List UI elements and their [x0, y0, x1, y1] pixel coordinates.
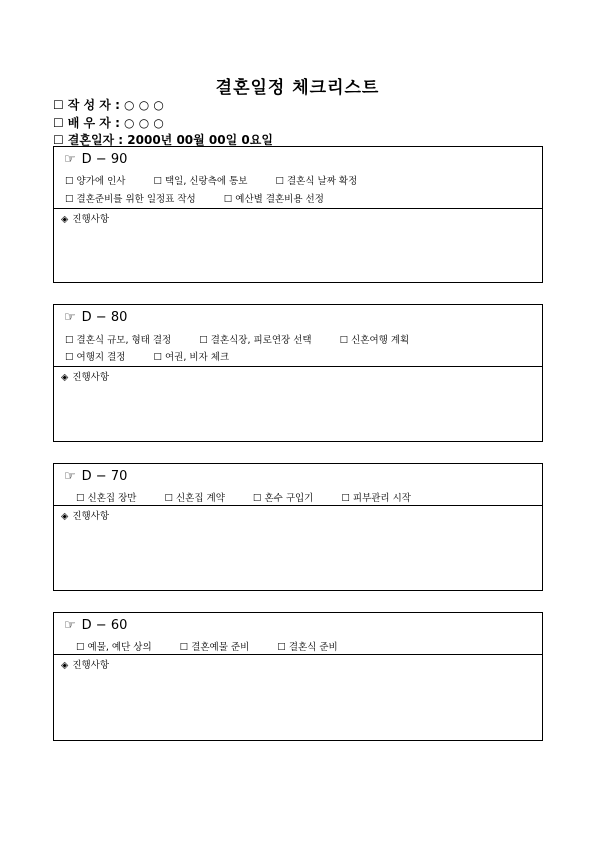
checklist-item[interactable]: ☐ 택일, 신랑측에 통보	[153, 176, 248, 187]
author-text: 작 성 자 : ○ ○ ○	[67, 98, 164, 112]
progress-notes[interactable]	[54, 655, 542, 740]
checklist-item[interactable]: ☐ 신혼집 계약	[164, 493, 225, 504]
checklist-row	[65, 173, 385, 187]
checklist-item[interactable]: ☐ 결혼식장, 피로연장 선택	[199, 335, 312, 346]
section-checklist	[54, 305, 542, 367]
checkbox-icon: ☐	[53, 116, 64, 130]
checklist-item[interactable]: ☐ 예물, 예단 상의	[76, 642, 152, 653]
progress-notes[interactable]	[54, 209, 542, 282]
progress-label: ◈ 진행사항	[61, 511, 110, 522]
checklist-row	[65, 191, 352, 205]
diamond-icon: ◈	[61, 372, 69, 383]
section-checklist	[54, 464, 542, 506]
pointing-hand-icon: ☞	[64, 310, 76, 325]
pointing-hand-icon: ☞	[64, 152, 76, 167]
section-heading: ☞ D − 70	[64, 469, 128, 484]
checkbox-icon: ☐	[53, 133, 64, 147]
checklist-item[interactable]: ☐ 결혼식 준비	[277, 642, 338, 653]
checklist-item[interactable]: ☐ 신혼집 장만	[76, 493, 137, 504]
checklist-row	[76, 490, 439, 504]
section-d60	[53, 612, 543, 741]
checklist-item[interactable]: ☐ 신혼여행 계획	[339, 335, 410, 346]
section-heading: ☞ D − 60	[64, 618, 128, 633]
checklist-item[interactable]: ☐ 예산별 결혼비용 선정	[223, 194, 324, 205]
progress-label: ◈ 진행사항	[61, 214, 110, 225]
checklist-item[interactable]: ☐ 결혼식 날짜 확정	[275, 176, 358, 187]
checklist-row	[76, 639, 366, 653]
checklist-item[interactable]: ☐ 결혼식 규모, 형태 결정	[65, 335, 172, 346]
checklist-item[interactable]: ☐ 여행지 결정	[65, 352, 126, 363]
diamond-icon: ◈	[61, 214, 69, 225]
section-heading: ☞ D − 90	[64, 152, 128, 167]
checklist-item[interactable]: ☐ 피부관리 시작	[341, 493, 411, 504]
progress-label: ◈ 진행사항	[61, 660, 110, 671]
progress-notes[interactable]	[54, 506, 542, 590]
checklist-item[interactable]: ☐ 결혼준비를 위한 일정표 작성	[65, 194, 196, 205]
diamond-icon: ◈	[61, 660, 69, 671]
checklist-row	[65, 332, 437, 346]
section-d80	[53, 304, 543, 442]
spouse-line	[53, 114, 164, 131]
wedding-date-text: 결혼일자 : 2000년 00월 00일 0요일	[67, 133, 273, 147]
checklist-row	[65, 349, 257, 363]
checklist-item[interactable]: ☐ 혼수 구입기	[252, 493, 314, 504]
checklist-item[interactable]: ☐ 여권, 비자 체크	[153, 352, 230, 363]
checklist-item[interactable]: ☐ 양가에 인사	[65, 176, 126, 187]
section-checklist	[54, 613, 542, 655]
pointing-hand-icon: ☞	[64, 618, 76, 633]
progress-label: ◈ 진행사항	[61, 372, 110, 383]
pointing-hand-icon: ☞	[64, 469, 76, 484]
section-checklist	[54, 147, 542, 209]
section-d90	[53, 146, 543, 283]
checklist-item[interactable]: ☐ 결혼예물 준비	[179, 642, 250, 653]
progress-notes[interactable]	[54, 367, 542, 441]
page-title: 결혼일정 체크리스트	[215, 78, 380, 98]
diamond-icon: ◈	[61, 511, 69, 522]
section-d70	[53, 463, 543, 591]
section-heading: ☞ D − 80	[64, 310, 128, 325]
spouse-text: 배 우 자 : ○ ○ ○	[67, 116, 164, 130]
checkbox-icon: ☐	[53, 98, 64, 112]
author-line	[53, 96, 164, 113]
